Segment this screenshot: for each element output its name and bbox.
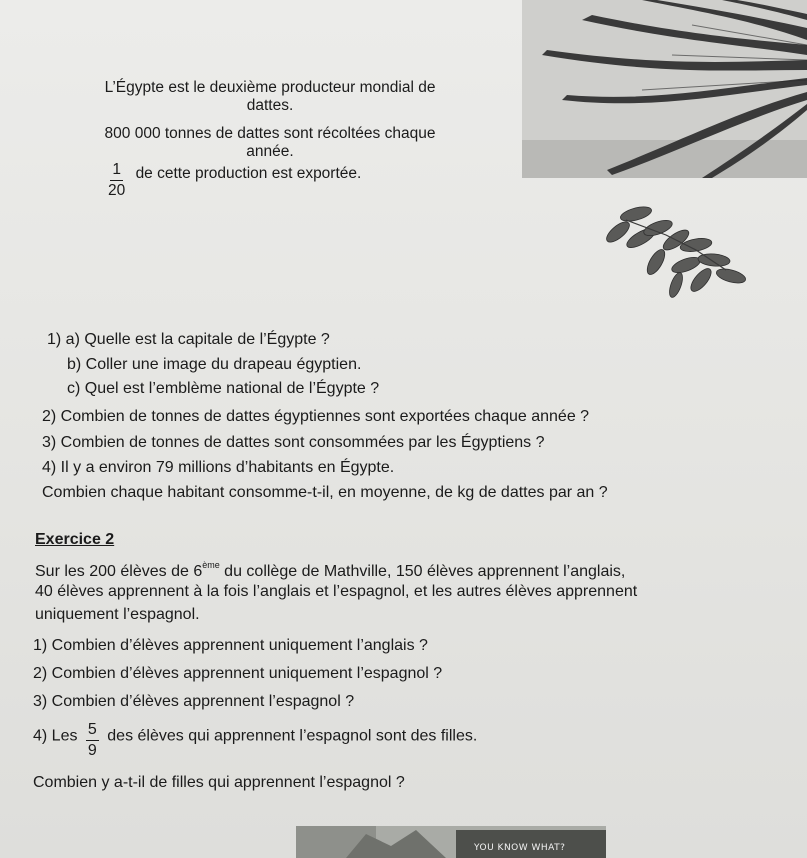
question-3: 3) Combien de tonnes de dattes sont consommées par les Égyptiens ?: [42, 434, 545, 451]
intro-line-4: année.: [246, 143, 294, 160]
bottom-cartoon-image: [296, 826, 606, 858]
question-4-post: des élèves qui apprennent l’espagnol sont des filles.: [107, 727, 478, 745]
palm-tree-image: [522, 0, 807, 178]
question-1a: 1) a) Quelle est la capitale de l’Égypte ?: [47, 331, 330, 348]
exercise-2-question-4: [33, 722, 477, 759]
exercise-2-paragraph-line-3: uniquement l’espagnol.: [35, 606, 200, 623]
exercise-2-question-3: 3) Combien d’élèves apprennent l’espagnol ?: [33, 693, 355, 710]
fraction-five-ninths: [86, 722, 99, 759]
exercise-2-title: Exercice 2: [35, 531, 115, 548]
question-4-pre: 4) Les: [33, 727, 78, 745]
fraction-denominator: 9: [87, 742, 97, 759]
cartoon-caption: YOU KNOW WHAT?: [474, 843, 566, 853]
exercise-2-question-1: 1) Combien d’élèves apprennent uniquement l’anglais ?: [33, 637, 428, 654]
exercise-2-paragraph-line-2: 40 élèves apprennent à la fois l’anglais et l’espagnol, et les autres élèves apprennent: [35, 583, 638, 600]
question-4-follow: Combien chaque habitant consomme-t-il, en moyenne, de kg de dattes par an ?: [42, 484, 608, 501]
exercise-2-question-2: 2) Combien d’élèves apprennent uniquement l’espagnol ?: [33, 665, 443, 682]
dates-image: [596, 200, 756, 300]
cartoon-art: [296, 826, 606, 858]
paragraph-text-post: du collège de Mathville, 150 élèves apprennent l’anglais,: [219, 563, 626, 580]
exercise-2-paragraph-line-1: [35, 560, 625, 581]
intro-line-2: dattes.: [246, 97, 294, 114]
fraction-one-twentieth: [108, 162, 125, 198]
fraction-denominator: 20: [108, 181, 126, 199]
paragraph-text-pre: Sur les 200 élèves de 6: [35, 563, 203, 580]
question-1c: c) Quel est l’emblème national de l’Égypte ?: [67, 380, 380, 397]
exercise-2-question-4-follow: Combien y a-t-il de filles qui apprennent l’espagnol ?: [33, 774, 405, 791]
question-1b: b) Coller une image du drapeau égyptien.: [67, 356, 362, 373]
question-2: 2) Combien de tonnes de dattes égyptiennes sont exportées chaque année ?: [42, 408, 590, 425]
fraction-text: de cette production est exportée.: [135, 165, 362, 183]
question-4: 4) Il y a environ 79 millions d’habitants en Égypte.: [42, 459, 395, 476]
fraction-numerator: 5: [86, 722, 99, 741]
intro-line-3: 800 000 tonnes de dattes sont récoltées chaque: [104, 125, 436, 142]
grade-superscript: ème: [202, 560, 220, 570]
fraction-numerator: 1: [110, 162, 123, 181]
intro-fraction-line: [108, 162, 361, 198]
intro-line-1: L’Égypte est le deuxième producteur mondial de: [104, 79, 436, 96]
